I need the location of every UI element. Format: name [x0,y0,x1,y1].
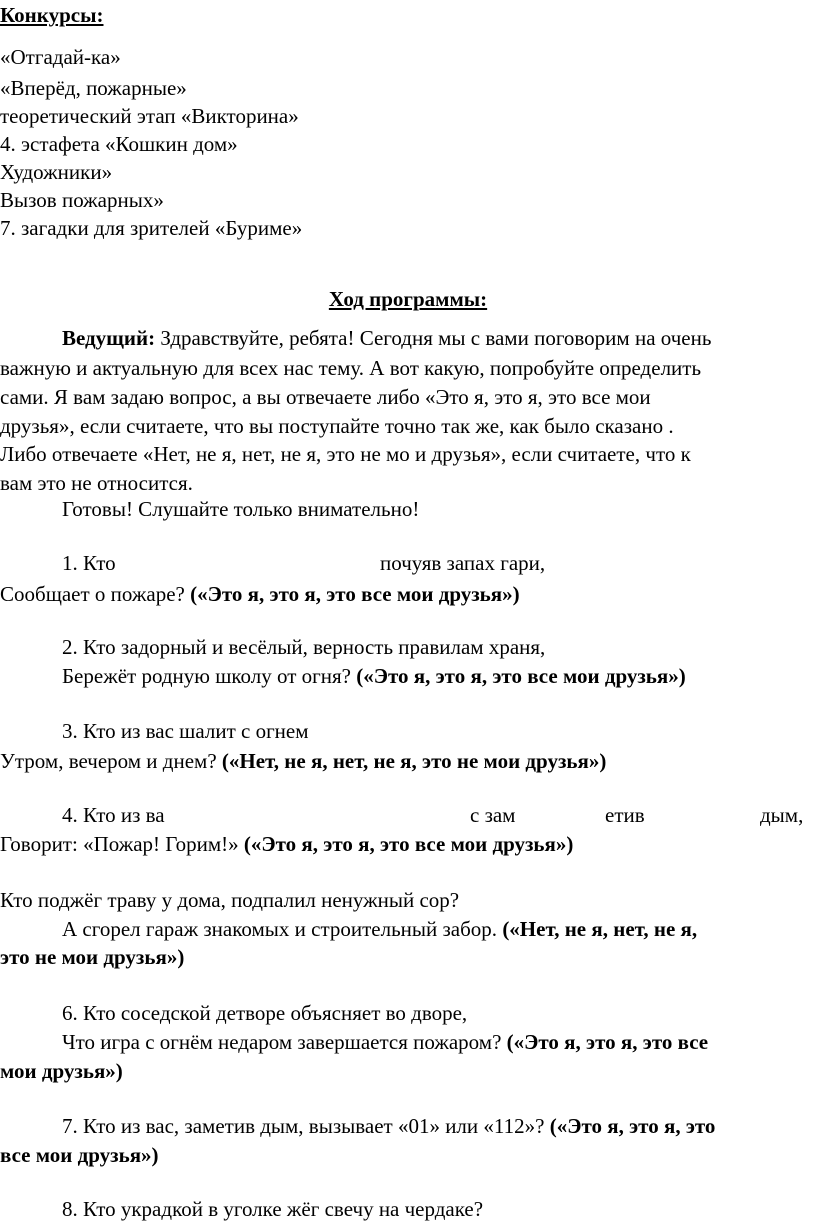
answer: («Нет, не я, нет, не я, [502,917,698,941]
answer: («Это я, это я, это все мои друзья») [243,832,574,856]
question-line: 1. Кто [62,551,116,575]
question-line: 3. Кто из вас шалит с огнем [62,719,309,743]
answer: («Это я, это я, это все мои друзья») [190,582,520,606]
answer-line: все мои друзья») [0,1143,159,1167]
intro-line: вам это не относится. [0,471,193,495]
host-label: Ведущий: [62,326,156,350]
question-line: Бережёт родную школу от огня? («Это я, это я, это все мои друзья») [62,664,686,688]
question-line: Говорит: «Пожар! Горим!» («Это я, это я, это все мои друзья») [0,832,574,856]
contest-item: 7. загадки для зрителей «Буриме» [0,216,303,240]
contests-heading: Конкурсы: [0,3,104,27]
contest-item: теоретический этап «Викторина» [0,104,299,128]
intro-line: сами. Я вам задаю вопрос, а вы отвечаете либо «Это я, это я, это все мои [0,385,651,409]
answer: («Это я, это я, это все [506,1030,709,1054]
contest-item: Вызов пожарных» [0,188,164,212]
question-line: 2. Кто задорный и весёлый, верность правилам храня, [62,635,546,659]
question-line: Сообщает о пожаре? («Это я, это я, это все мои друзья») [0,582,520,606]
ready-line: Готовы! Слушайте только внимательно! [62,497,420,521]
contest-item: Художники» [0,160,113,184]
question-line: почуяв запах гари, [380,551,546,575]
answer: («Это я, это я, это все мои друзья») [356,664,686,688]
question-line: Что игра с огнём недаром завершается пожаром? («Это я, это я, это все [62,1030,709,1054]
intro-line: Ведущий: Здравствуйте, ребята! Сегодня мы с вами поговорим на очень [62,326,712,350]
question-line: Утром, вечером и днем? («Нет, не я, нет, не я, это не мои друзья») [0,749,607,773]
question-line: 7. Кто из вас, заметив дым, вызывает «01» или «112»? («Это я, это я, это [62,1114,716,1138]
contest-item: «Вперёд, пожарные» [0,76,187,100]
intro-line: важную и актуальную для всех нас тему. А вот какую, попробуйте определить [0,356,702,380]
question-line: 6. Кто соседской детворе объясняет во дворе, [62,1001,468,1025]
intro-line: Либо отвечаете «Нет, не я, нет, не я, это не мо и друзья», если считаете, что к [0,442,691,466]
intro-line: друзья», если считаете, что вы поступайте точно так же, как было сказано . [0,414,674,438]
question-line: дым, [760,803,804,827]
question-line: етив [605,803,645,827]
answer: («Это я, это я, это [549,1114,716,1138]
question-line: А сгорел гараж знакомых и строительный забор. («Нет, не я, нет, не я, [62,917,698,941]
contest-item: «Отгадай-ка» [0,45,121,69]
contest-item: 4. эстафета «Кошкин дом» [0,132,238,156]
question-line: Кто поджёг траву у дома, подпалил ненужный сор? [0,888,460,912]
question-line: 4. Кто из ва [62,803,165,827]
answer-line: это не мои друзья») [0,945,185,969]
answer-line: мои друзья») [0,1059,123,1083]
question-line: с зам [470,803,516,827]
program-heading: Ход программы: [328,287,488,311]
question-line: 8. Кто украдкой в уголке жёг свечу на чердаке? [62,1197,484,1221]
answer: («Нет, не я, нет, не я, это не мои друзья») [221,749,607,773]
